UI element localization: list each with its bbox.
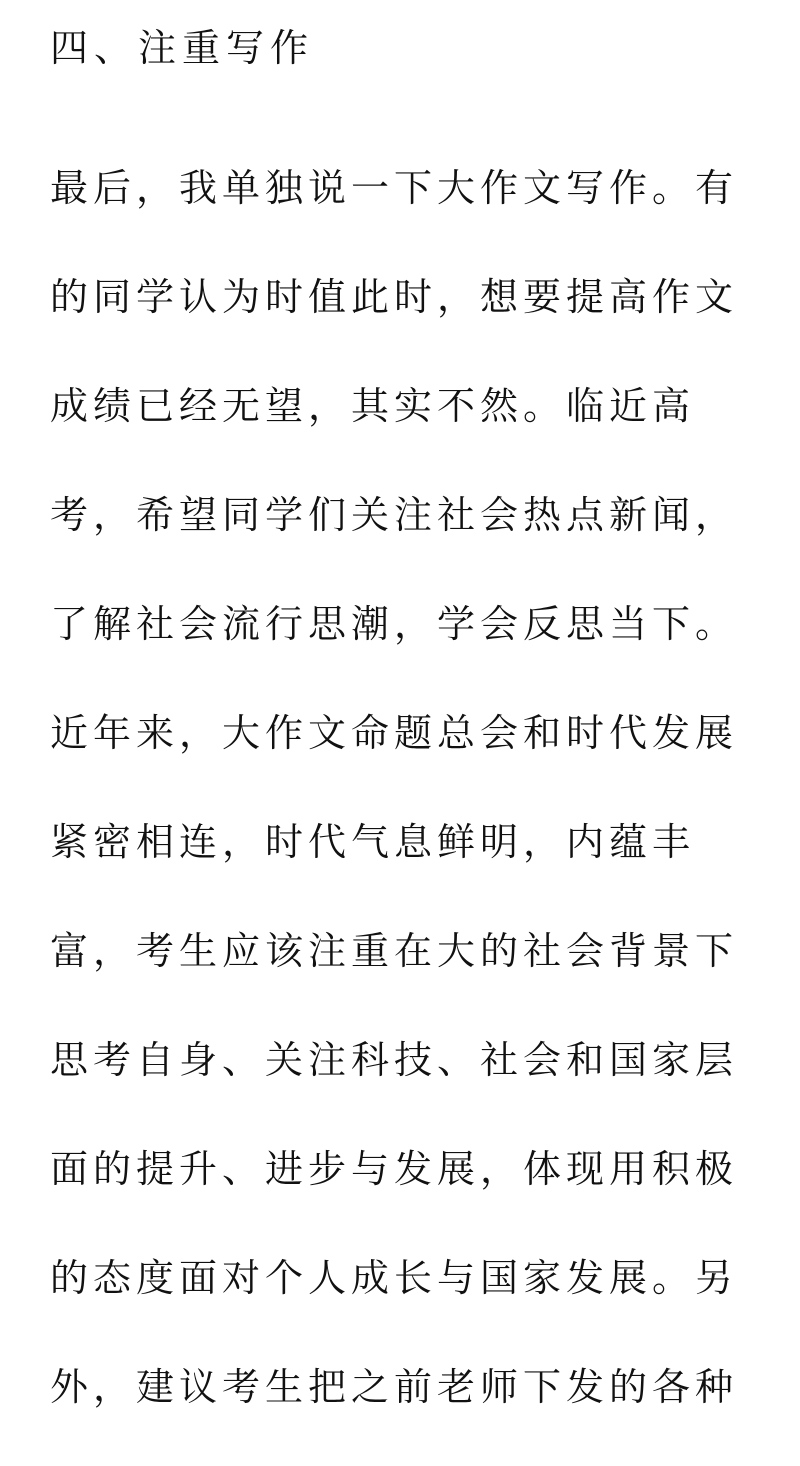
text-line: 考，希望同学们关注社会热点新闻， — [50, 493, 739, 537]
text-line: 的态度面对个人成长与国家发展。另 — [50, 1256, 739, 1300]
text-line: 面的提升、进步与发展，体现用积极 — [50, 1147, 739, 1191]
text-line: 了解社会流行思潮，学会反思当下。 — [50, 602, 739, 646]
text-line: 最后，我单独说一下大作文写作。有 — [50, 166, 739, 210]
text-line: 的同学认为时值此时，想要提高作文 — [50, 275, 739, 319]
paragraph — [50, 158, 760, 1466]
text-line: 成绩已经无望，其实不然。临近高 — [50, 384, 696, 428]
text-line: 近年来，大作文命题总会和时代发展 — [50, 711, 739, 755]
text-line: 紧密相连，时代气息鲜明，内蕴丰 — [50, 820, 696, 864]
text-line: 外，建议考生把之前老师下发的各种 — [50, 1365, 739, 1409]
text-line: 富，考生应该注重在大的社会背景下 — [50, 929, 739, 973]
text-line: 思考自身、关注科技、社会和国家层 — [50, 1038, 739, 1082]
section-heading: 四、注重写作 — [50, 26, 315, 70]
